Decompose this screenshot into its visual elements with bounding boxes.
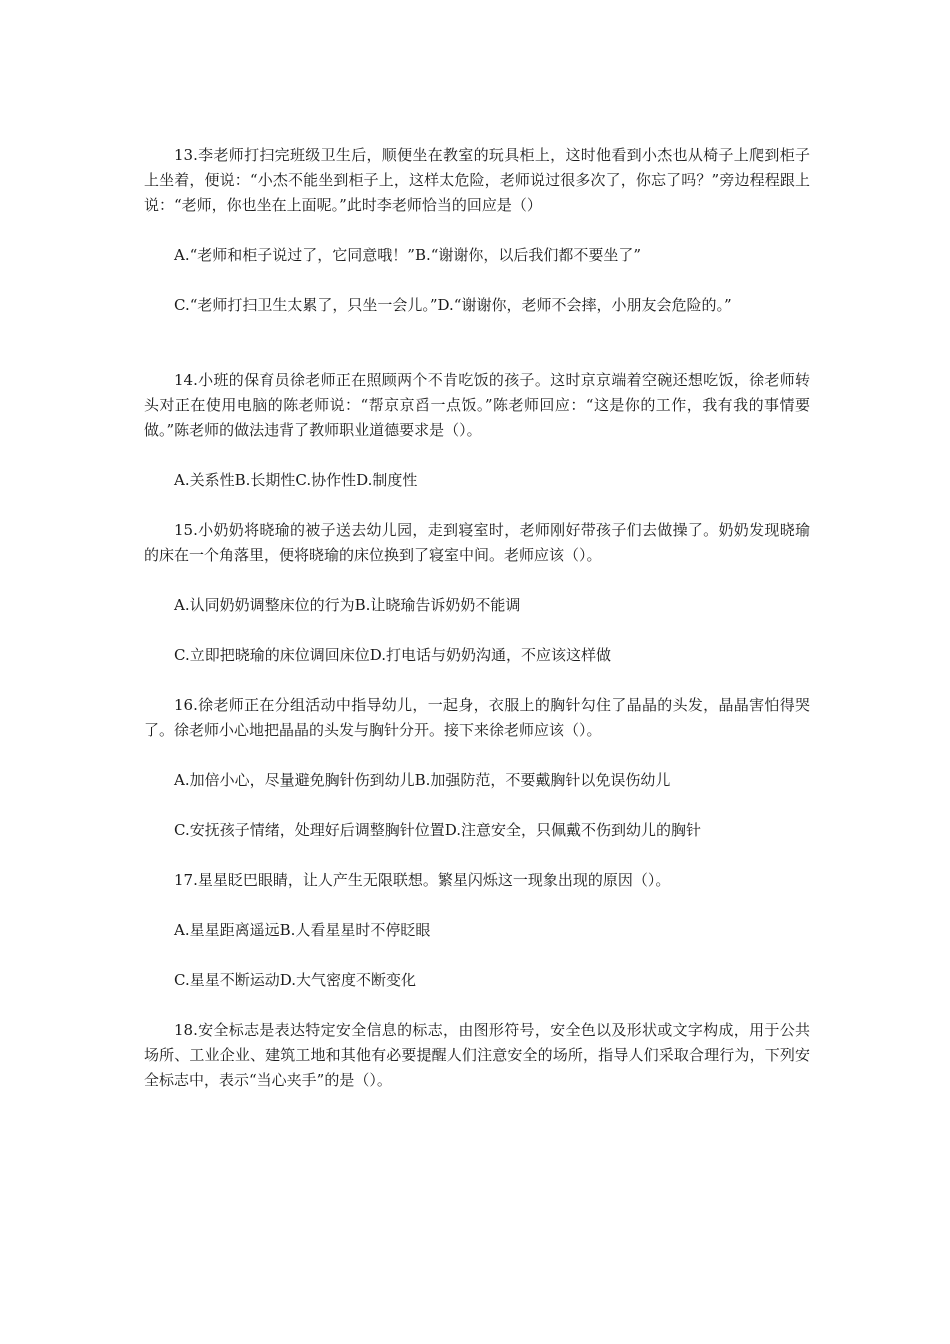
question-14-options: A.关系性B.长期性C.协作性D.制度性	[174, 471, 418, 489]
question-16-options-cd: C.安抚孩子情绪，处理好后调整胸针位置D.注意安全，只佩戴不伤到幼儿的胸针	[174, 821, 701, 839]
question-17-stem: 17.星星眨巴眼睛，让人产生无限联想。繁星闪烁这一现象出现的原因（）。	[174, 871, 671, 889]
question-13-options-ab: A.“老师和柜子说过了，它同意哦！”B.“谢谢你，以后我们都不要坐了”	[174, 246, 642, 264]
question-17-options-cd: C.星星不断运动D.大气密度不断变化	[174, 971, 416, 989]
question-14-stem: 14.小班的保育员徐老师正在照顾两个不肯吃饭的孩子。这时京京端着空碗还想吃饭，徐老师转头对正在使用电脑的陈老师说：“帮京京舀一点饭。”陈老师回应：“这是你的工作，我有我的事情要做。”陈老师的做法违背了教师职业道德要求是（）。	[144, 371, 810, 439]
question-15-options-cd: C.立即把晓瑜的床位调回床位D.打电话与奶奶沟通，不应该这样做	[174, 646, 611, 664]
question-17-options-ab: A.星星距离遥远B.人看星星时不停眨眼	[174, 921, 431, 939]
question-16-options-ab: A.加倍小心，尽量避免胸针伤到幼儿B.加强防范，不要戴胸针以免误伤幼儿	[174, 771, 671, 789]
question-13-options-cd: C.“老师打扫卫生太累了，只坐一会儿。”D.“谢谢你，老师不会摔，小朋友会危险的。”	[174, 296, 732, 314]
question-13-stem: 13.李老师打扫完班级卫生后，顺便坐在教室的玩具柜上，这时他看到小杰也从椅子上爬到柜子上坐着，便说：“小杰不能坐到柜子上，这样太危险，老师说过很多次了，你忘了吗？”旁边程程跟上说：“老师，你也坐在上面呢。”此时李老师恰当的回应是（）	[144, 146, 810, 214]
question-15-options-ab: A.认同奶奶调整床位的行为B.让晓瑜告诉奶奶不能调	[174, 596, 521, 614]
question-16-stem: 16.徐老师正在分组活动中指导幼儿，一起身，衣服上的胸针勾住了晶晶的头发，晶晶害怕得哭了。徐老师小心地把晶晶的头发与胸针分开。接下来徐老师应该（）。	[144, 696, 810, 739]
question-18-stem: 18.安全标志是表达特定安全信息的标志，由图形符号，安全色以及形状或文字构成，用于公共场所、工业企业、建筑工地和其他有必要提醒人们注意安全的场所，指导人们采取合理行为，下列安全标志中，表示“当心夹手”的是（）。	[144, 1021, 810, 1089]
question-15-stem: 15.小奶奶将晓瑜的被子送去幼儿园，走到寝室时，老师刚好带孩子们去做操了。奶奶发现晓瑜的床在一个角落里，便将晓瑜的床位换到了寝室中间。老师应该（）。	[144, 521, 810, 564]
